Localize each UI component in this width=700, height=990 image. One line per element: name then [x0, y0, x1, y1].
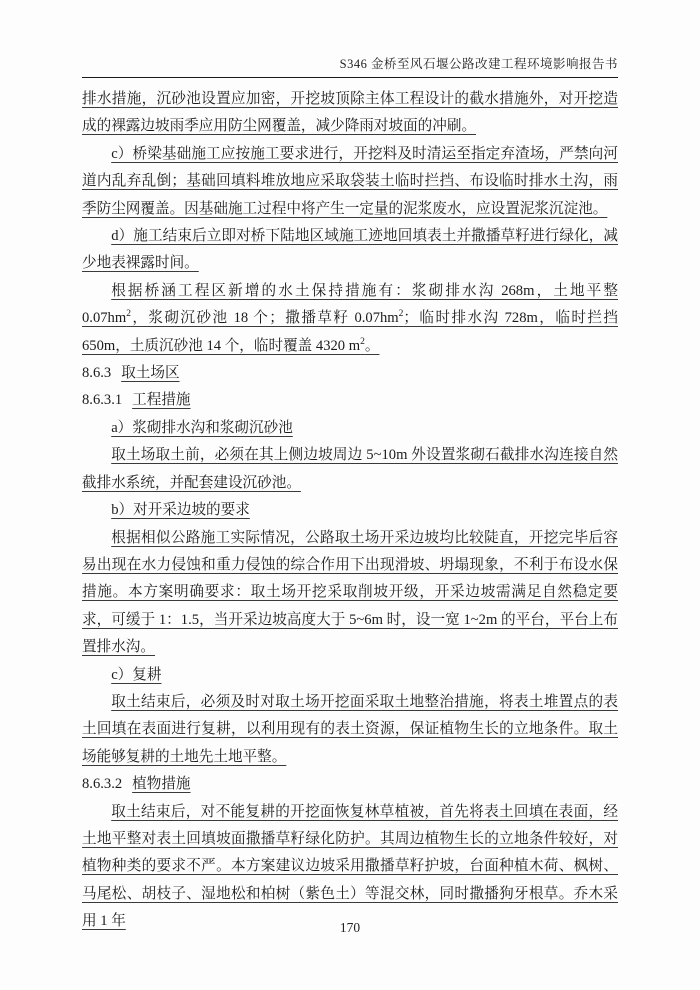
paragraph-land-rehabilitation: 取土结束后，必须及时对取土场开挖面采取土地整治措施，将表土堆置点的表土回填在表面进行复耕，以利用现有的表土资源，保证植物生长的立地条件。取土场能够复耕的土地先土地平整。: [82, 693, 618, 765]
heading-number: 8.6.3.1: [82, 392, 123, 409]
quantities-text-4: 。: [364, 337, 380, 354]
superscript-squared: 2: [398, 309, 404, 320]
quantities-text-1: 根据桥涵工程区新增的水土保持措施有：浆砌排水沟 268m，土地平整 0.07hm: [82, 282, 618, 327]
quantities-text-2: ，浆砌沉砂池 18 个；撒播草籽 0.07hm: [130, 310, 399, 327]
heading-section-8-6-3-2: [82, 771, 618, 798]
paragraph-soil-conservation-quantities: [82, 278, 618, 360]
heading-title: 工程措施: [132, 392, 191, 409]
paragraph-item-a-masonry-drain: a）浆砌排水沟和浆砌沉砂池: [111, 419, 293, 436]
paragraph-item-c-bridge-foundation: c）桥梁基础施工应按施工要求进行，开挖料及时清运至指定弃渣场，严禁向河道内乱弃乱倒；基础回填料堆放地应采取袋装土临时拦挡、布设临时排水土沟，雨季防尘网覆盖。因基础施工过程中将产生一定量的泥浆废水，应设置泥浆沉淀池。: [82, 145, 618, 217]
paragraph-vegetation-restoration: 取土结束后，对不能复耕的开挖面恢复林草植被，首先将表土回填在表面，经土地平整对表土回填坡面撒播草籽绿化防护。其周边植物生长的立地条件较好，对植物种类的要求不严。本方案建议边坡采用撒播草籽护坡，台面种植木荷、枫树、马尾松、胡枝子、湿地松和柏树（紫色土）等混交林，同时撒播狗牙根草。乔木采用 1 年: [82, 803, 618, 930]
paragraph-slope-excavation-analysis: 根据相似公路施工实际情况，公路取土场开采边坡均比较陡直，开挖完毕后容易出现在水力侵蚀和重力侵蚀的综合作用下出现滑坡、坍塌现象，不利于布设水保措施。本方案明确要求：取土场开挖采取削坡开级，开采边坡需满足自然稳定要求，可缓于 1：1.5，当开采边坡高度大于 5~6m 时，设一宽 1~2m 的平台，平台上布置排水沟。: [82, 529, 618, 656]
paragraph-item-d-revegetation: d）施工结束后立即对桥下陆地区域施工迹地回填表土并撒播草籽进行绿化，减少地表裸露时间。: [82, 228, 618, 272]
paragraph-item-b-slope-requirements: b）对开采边坡的要求: [111, 502, 250, 519]
heading-title: 植物措施: [132, 776, 191, 793]
heading-section-8-6-3-1: [82, 387, 618, 414]
quantities-text-3: ；临时排水沟 728m，临时拦挡 650m，土质沉砂池 14 个，临时覆盖 4320 m: [82, 310, 618, 354]
superscript-squared: 2: [126, 309, 131, 320]
heading-section-8-6-3: [82, 360, 618, 387]
header-title: S346 金桥至风石堰公路改建工程环境影响报告书: [339, 57, 618, 71]
paragraph-borrow-site-preparation: 取土场取土前，必须在其上侧边坡周边 5~10m 外设置浆砌石截排水沟连接自然截排水系统，并配套建设沉砂池。: [82, 447, 618, 491]
superscript-squared: 2: [360, 336, 365, 347]
page-number: 170: [339, 920, 361, 935]
page-header: [82, 54, 618, 78]
heading-title: 取土场区: [121, 365, 180, 382]
document-body: [82, 86, 618, 936]
paragraph-item-c-recultivation: c）复耕: [111, 666, 162, 683]
heading-number: 8.6.3: [82, 365, 112, 382]
heading-number: 8.6.3.2: [82, 776, 123, 793]
paragraph-drainage-continued: 排水措施，沉砂池设置应加密，开挖坡顶除主体工程设计的截水措施外，对开挖造成的裸露边坡雨季应用防尘网覆盖，减少降雨对坡面的冲刷。: [82, 91, 618, 135]
